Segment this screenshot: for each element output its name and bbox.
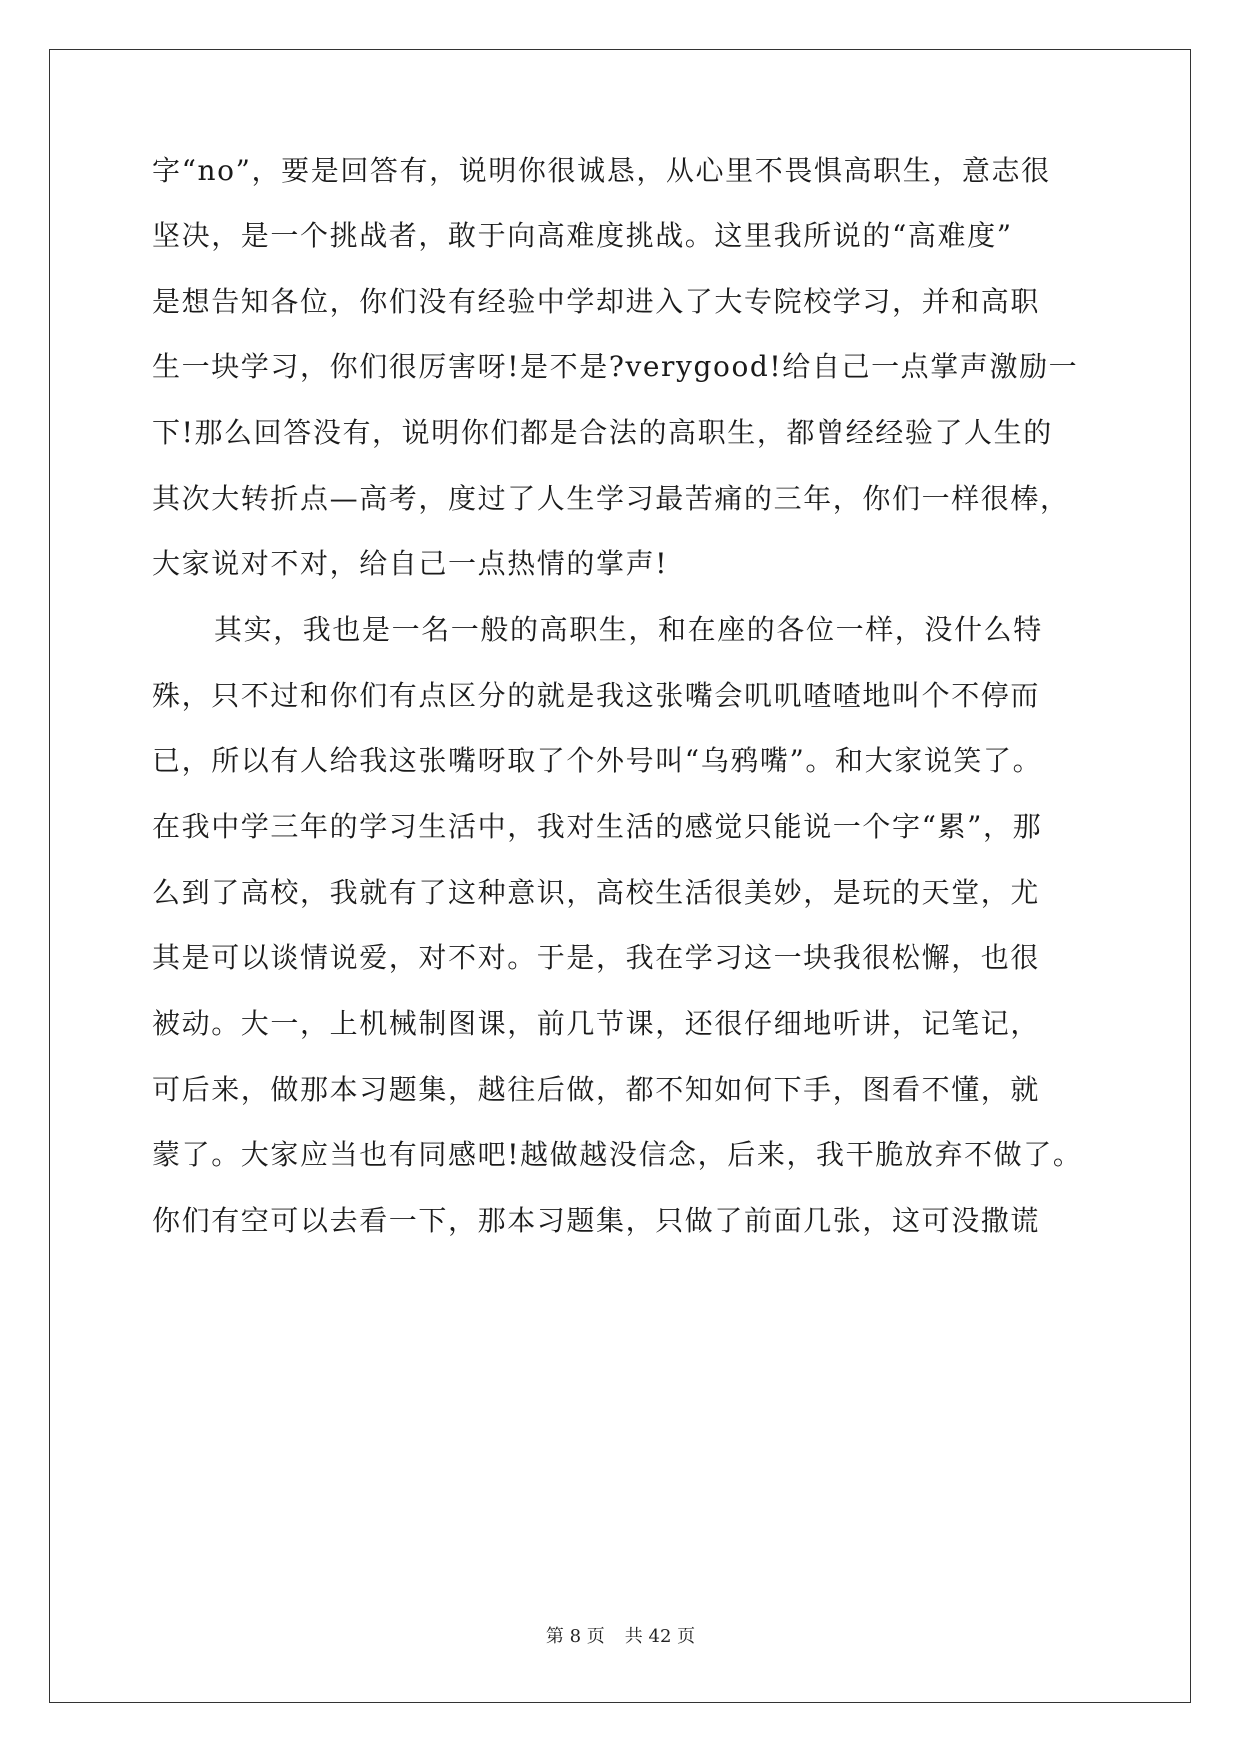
text-line: 字“no”，要是回答有，说明你很诚恳，从心里不畏惧高职生，意志很 [152,154,1051,187]
text-line: 其实，我也是一名一般的高职生，和在座的各位一样，没什么特 [214,613,1043,646]
text-line: 蒙了。大家应当也有同感吧!越做越没信念，后来，我干脆放弃不做了。 [152,1138,1083,1171]
text-line: 在我中学三年的学习生活中，我对生活的感觉只能说一个字“累”，那 [152,810,1043,843]
text-line: 被动。大一，上机械制图课，前几节课，还很仔细地听讲，记笔记， [152,1007,1041,1040]
text-line: 下!那么回答没有，说明你们都是合法的高职生，都曾经经验了人生的 [152,416,1053,449]
text-line: 其次大转折点—高考，度过了人生学习最苦痛的三年，你们一样很棒， [152,482,1070,515]
text-line: 其是可以谈情说爱，对不对。于是，我在学习这一块我很松懈，也很 [152,941,1041,974]
page-number: 第 8 页 [545,1626,605,1647]
text-line: 殊，只不过和你们有点区分的就是我这张嘴会叽叽喳喳地叫个不停而 [152,679,1041,712]
text-line: 可后来，做那本习题集，越往后做，都不知如何下手，图看不懂，就 [152,1073,1041,1106]
text-line: 坚决，是一个挑战者，敢于向高难度挑战。这里我所说的“高难度” [152,219,1013,252]
text-line: 大家说对不对，给自己一点热情的掌声! [152,547,669,580]
text-line: 是想告知各位，你们没有经验中学却进入了大专院校学习，并和高职 [152,285,1041,318]
page-footer [0,1625,1241,1649]
text-line: 已，所以有人给我这张嘴呀取了个外号叫“乌鸦嘴”。和大家说笑了。 [152,744,1043,777]
text-line: 你们有空可以去看一下，那本习题集，只做了前面几张，这可没撒谎 [152,1204,1041,1237]
text-line: 么到了高校，我就有了这种意识，高校生活很美妙，是玩的天堂，尤 [152,876,1041,909]
page-total: 共 42 页 [624,1626,696,1647]
text-line: 生一块学习，你们很厉害呀!是不是?verygood!给自己一点掌声激励一 [152,350,1079,383]
